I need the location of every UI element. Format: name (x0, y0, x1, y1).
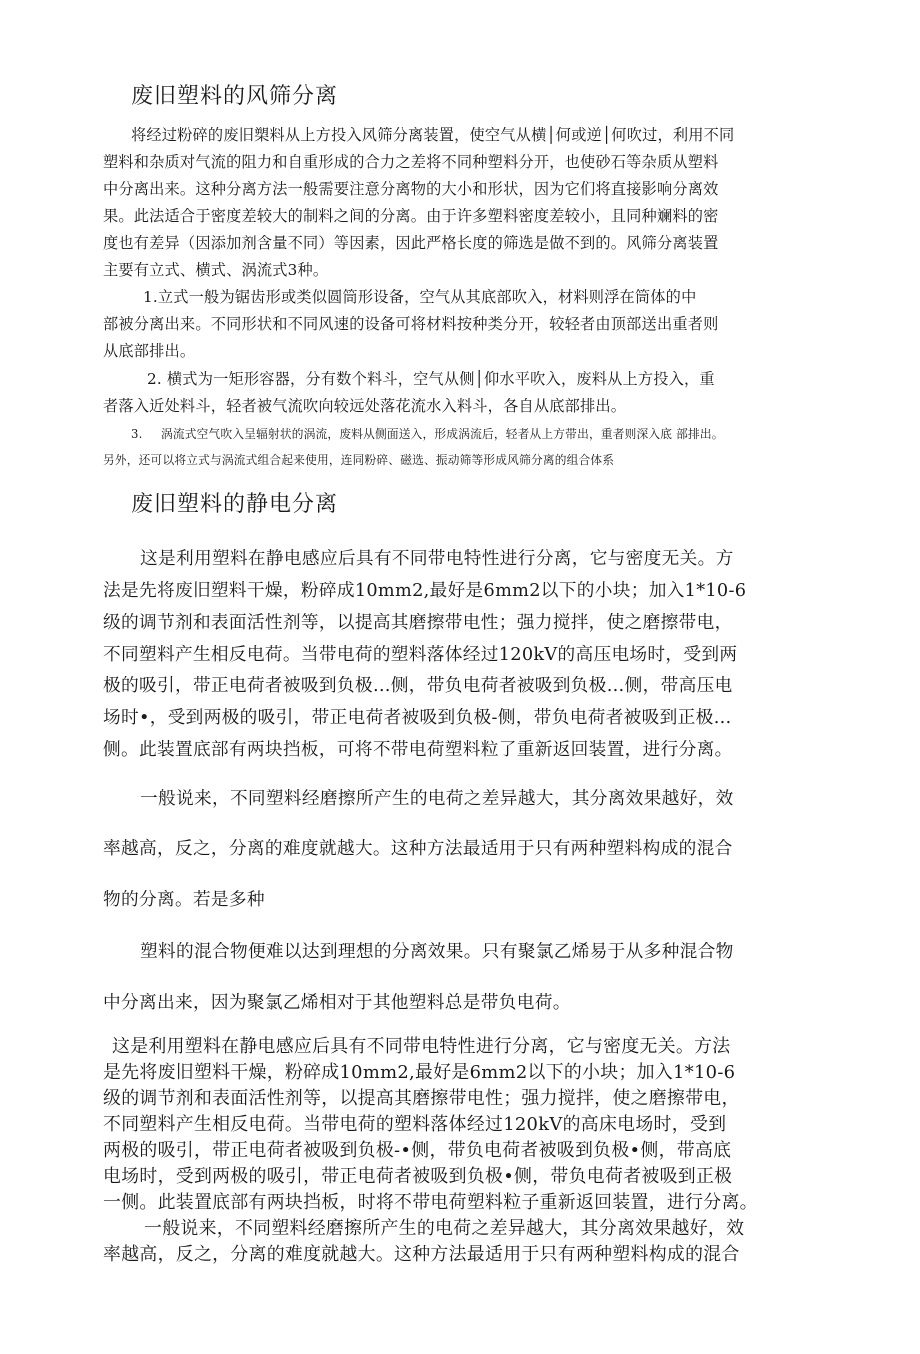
paragraph-line: 中分离出来，因为聚氯乙烯相对于其他塑料总是带负电荷。 (103, 993, 571, 1013)
paragraph-line: 一侧。此装置底部有两块挡板，时将不带电荷塑料粒子重新返回装置，进行分离。 (103, 1192, 758, 1213)
list-item-number: 3. (131, 427, 143, 441)
list-item-vertical: 从底部排出。 (103, 342, 196, 360)
paragraph-line: 率越高，反之，分离的难度就越大。这种方法最适用于只有两种塑料构成的混合 (103, 839, 733, 859)
list-item-horizontal: 者落入近处料斗，轻者被气流吹向较远处落花流水入料斗，各自从底部排出。 (103, 397, 627, 415)
note-combination: 另外，还可以将立式与涡流式组合起来使用，连同粉碎、磁选、振动筛等形成风筛分离的组合体系 (103, 453, 615, 467)
paragraph-line: 率越高，反之，分离的难度就越大。这种方法最适用于只有两种塑料构成的混合 (103, 1244, 740, 1265)
paragraph-line: 中分离出来。这种分离方法一般需要注意分离物的大小和形状，因为它们将直接影响分离效 (103, 180, 719, 198)
heading-electrostatic: 废旧塑料的静电分离 (131, 492, 339, 517)
paragraph-line: 级的调节剂和表面活性剂等，以提高其磨擦带电性；强力搅拌，使之磨擦带电， (103, 1088, 740, 1109)
paragraph-line: 果。此法适合于密度差较大的制料之间的分离。由于许多塑料密度差较小，且同种斓料的密 (103, 207, 719, 225)
paragraph-line: 场时•，受到两极的吸引，带正电荷者被吸到负极-侧，带负电荷者被吸到正极… (103, 708, 732, 728)
list-item-vortex: 涡流式空气吹入呈辐射状的涡流，废料从侧面送入，形成涡流后，轻者从上方带出，重者则深入底 部排出。 (161, 427, 724, 441)
paragraph-line: 不同塑料产生相反电荷。当带电荷的塑料落体经过120kV的高床电场时，受到 (103, 1114, 727, 1135)
list-item-vertical: 部被分离出来。不同形状和不同风速的设备可将材料按种类分开，较轻者由顶部送出重者则 (103, 315, 719, 333)
paragraph-line: 这是利用塑料在静电感应后具有不同带电特性进行分离，它与密度无关。方法 (112, 1036, 731, 1057)
paragraph-line: 是先将废旧塑料干燥，粉碎成10mm2,最好是6mm2以下的小块；加入1*10-6 (103, 1062, 736, 1083)
paragraph-line: 法是先将废旧塑料干燥，粉碎成10mm2,最好是6mm2以下的小块；加入1*10-6 (103, 581, 747, 601)
paragraph-line: 级的调节剂和表面活性剂等，以提高其磨擦带电性；强力搅拌，使之磨擦带电， (103, 613, 733, 633)
paragraph-line: 度也有差异（因添加剂含量不同）等因素，因此严格长度的筛选是做不到的。风筛分离装置 (103, 234, 719, 252)
paragraph-line: 侧。此装置底部有两块挡板，可将不带电荷塑料粒了重新返回装置，进行分离。 (103, 740, 733, 760)
paragraph-line: 塑料的混合物便难以达到理想的分离效果。只有聚氯乙烯易于从多种混合物 (140, 942, 734, 962)
list-item-vertical: 1.立式一般为锯齿形或类似圆筒形设备，空气从其底部吹入，材料则浮在筒体的中 (143, 288, 697, 306)
paragraph-line: 一般说来，不同塑料经磨擦所产生的电荷之差异越大，其分离效果越好，效 (144, 1218, 745, 1239)
list-item-horizontal: 2. 横式为一矩形容器，分有数个料斗，空气从侧│仰水平吹入，废料从上方投入，重 (147, 370, 715, 388)
paragraph-line: 这是利用塑料在静电感应后具有不同带电特性进行分离，它与密度无关。方 (140, 549, 734, 569)
paragraph-line: 极的吸引，带正电荷者被吸到负极…侧，带负电荷者被吸到负极…侧，带高压电 (103, 676, 733, 696)
heading-wind-sieve: 废旧塑料的风筛分离 (131, 84, 339, 109)
paragraph-line: 电场时，受到两极的吸引，带正电荷者被吸到负极•侧，带负电荷者被吸到正极 (103, 1166, 733, 1187)
paragraph-line: 主要有立式、横式、涡流式3种。 (103, 261, 329, 279)
paragraph-line: 塑料和杂质对气流的阻力和自重形成的合力之差将不同种塑料分开，也使砂石等杂质从塑料 (103, 153, 719, 171)
paragraph-line: 不同塑料产生相反电荷。当带电荷的塑料落体经过120kV的高压电场时，受到两 (103, 645, 738, 665)
paragraph-line: 一般说来，不同塑料经磨擦所产生的电荷之差异越大，其分离效果越好，效 (140, 789, 734, 809)
paragraph-line: 将经过粉碎的废旧槊料从上方投入风筛分离装置，使空气从横│何或逆│何吹过，利用不同 (131, 126, 735, 144)
paragraph-line: 两极的吸引，带正电荷者被吸到负极-•侧，带负电荷者被吸到负极•侧，带高底 (103, 1140, 732, 1161)
paragraph-line: 物的分离。若是多种 (103, 890, 265, 910)
